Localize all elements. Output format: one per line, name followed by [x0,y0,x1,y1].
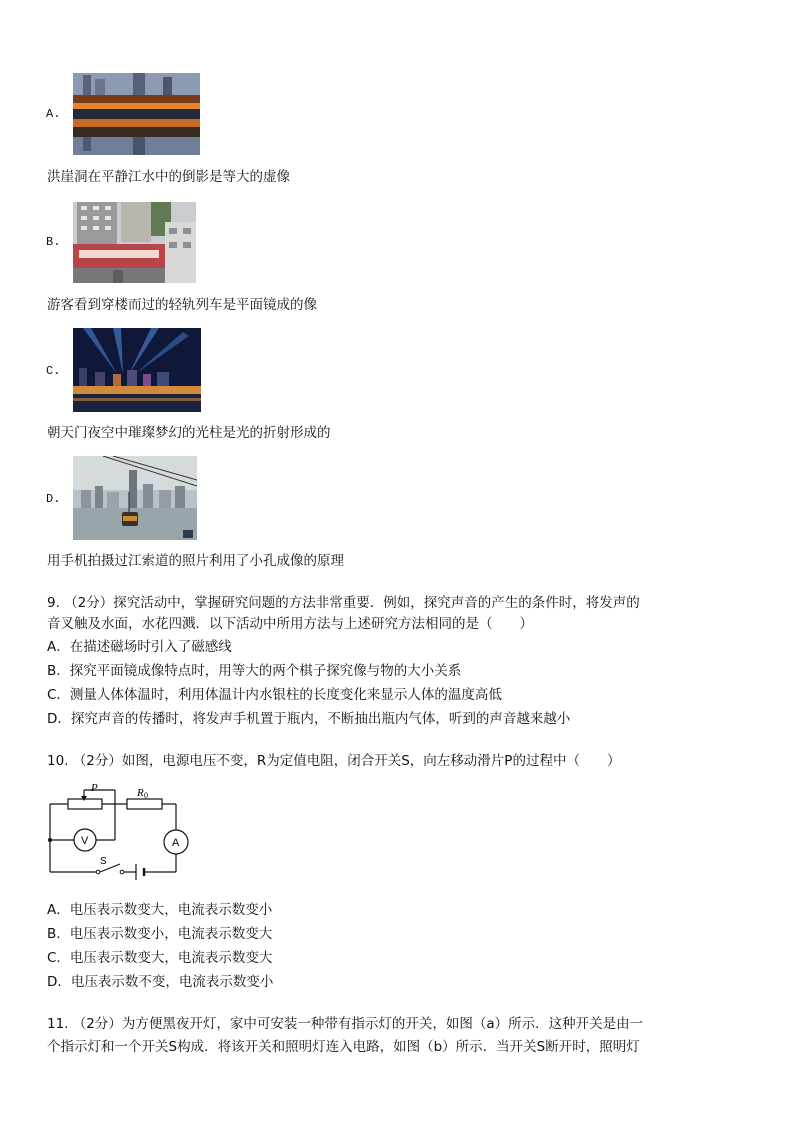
resistor-subscript: 0 [144,791,148,800]
question-stem: 9. （2分）探究活动中，掌握研究问题的方法非常重要．例如，探究声音的产生的条件时，将发声的 [47,595,640,611]
option-caption: 用手机拍摄过江索道的照片利用了小孔成像的原理 [47,553,344,569]
option-caption: 游客看到穿楼而过的轻轨列车是平面镜成的像 [47,297,317,313]
circuit-diagram [40,778,200,890]
question-stem: 个指示灯和一个开关S构成．将该开关和照明灯连入电路，如图（b）所示．当开关S断开时，照明灯 [47,1039,640,1055]
light-rail-through-building-photo [73,202,196,283]
option-label: C. [46,364,61,378]
choice-a: A．在描述磁场时引入了磁感线 [47,639,232,655]
choice-b: B．探究平面镜成像特点时，用等大的两个棋子探究像与物的大小关系 [47,663,462,679]
slider-label: P [91,782,98,794]
choice-c: C．电压表示数变大，电流表示数变大 [47,950,273,966]
cableway-river-photo [73,456,197,540]
hongyadong-reflection-photo [73,73,200,155]
option-label: B. [46,235,61,249]
choice-a: A．电压表示数变大，电流表示数变小 [47,902,273,918]
voltmeter-label: V [81,835,89,847]
option-label: A. [46,107,61,121]
choice-d: D．探究声音的传播时，将发声手机置于瓶内，不断抽出瓶内气体，听到的声音越来越小 [47,711,571,727]
chaotianmen-night-lights-photo [73,328,201,412]
option-caption: 洪崖洞在平静江水中的倒影是等大的虚像 [47,169,290,185]
question-stem: 11. （2分）为方便黑夜开灯，家中可安装一种带有指示灯的开关，如图（a）所示．这种开关是由一 [47,1016,644,1032]
choice-b: B．电压表示数变小，电流表示数变大 [47,926,273,942]
resistor-label: R [137,787,144,799]
question-stem: 10. （2分）如图，电源电压不变，R为定值电阻，闭合开关S，向左移动滑片P的过程中（ ） [47,753,621,769]
ammeter-label: A [172,837,180,849]
choice-c: C．测量人体体温时，利用体温计内水银柱的长度变化来显示人体的温度高低 [47,687,502,703]
choice-d: D．电压表示数不变，电流表示数变小 [47,974,274,990]
option-label: D. [46,492,61,506]
switch-label: S [100,856,107,867]
option-caption: 朝天门夜空中璀璨梦幻的光柱是光的折射形成的 [47,425,331,441]
question-stem: 音叉触及水面，水花四溅．以下活动中所用方法与上述研究方法相同的是（ ） [47,616,533,632]
